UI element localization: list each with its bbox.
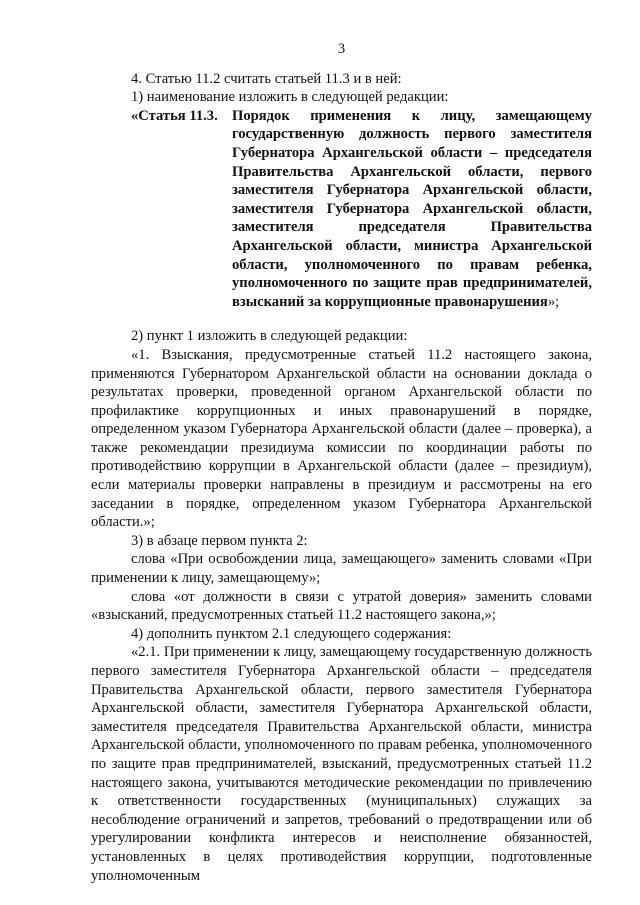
- words-replacement-2: слова «от должности в связи с утратой доверия» заменить словами «взысканий, предусмотренных статьей 11.2 настоящего закона,»;: [91, 588, 592, 624]
- article-label: «Статья 11.3.: [131, 107, 218, 124]
- page-number: 3: [337, 41, 346, 57]
- article-title-block: [232, 107, 592, 312]
- article-title-tail: »;: [547, 293, 560, 310]
- subitem-2-paragraph: 2) пункт 1 изложить в следующей редакции:: [131, 328, 408, 345]
- article-heading: [131, 107, 592, 312]
- spacer: [91, 311, 592, 327]
- point-2-1-text: «2.1. При применении к лицу, замещающему государственную должность первого заместителя Губернатора Архангельской области – председателя Правительства Архангельской области, первого заместителя Губернатора Архангельской области, заместителя Губернатора Архангельской области, заместителя председателя Правительства Архангельской области, министра Архангельской области, уполномоченного по правам ребенка, уполномоченного по защите прав предпринимателей, взысканий, предусмотренных статьей 11.2 настоящего закона, учитываются методические рекомендации по привлечению к ответственности государственных (муниципальных) служащих за несоблюдение ограничений и запретов, требований о предотвращении или об урегулировании конфликта интересов и неисполнение обязанностей, установленных в целях противодействия коррупции, подготовленные уполномоченным: [91, 644, 592, 884]
- subitem-1-paragraph: 1) наименование изложить в следующей редакции:: [131, 89, 449, 106]
- words-replacement-1: слова «При освобождении лица, замещающего» заменить словами «При применении к лицу, замещающему»;: [91, 551, 592, 587]
- subitem-4-paragraph: 4) дополнить пунктом 2.1 следующего содержания:: [131, 625, 452, 642]
- item-4-paragraph: 4. Статью 11.2 считать статьей 11.3 и в ней:: [131, 70, 402, 87]
- subitem-3-paragraph: 3) в абзаце первом пункта 2:: [131, 532, 308, 549]
- point-1-text: «1. Взыскания, предусмотренные статьей 11.2 настоящего закона, применяются Губернатором Архангельской области на основании доклада о результатах проверки, проведенной органом Архангельской области по профилактике коррупционных и иных правонарушений в порядке, определенном указом Губернатора Архангельской области (далее – проверка), а также рекомендации президиума комиссии по координации работы по противодействию коррупции в Архангельской области (далее – президиум), если материалы проверки направлены в президиум и рассмотрены на его заседании в порядке, определенном указом Губернатора Архангельской области.»;: [91, 346, 592, 531]
- article-title: Порядок применения к лицу, замещающему государственную должность первого заместителя Губернатора Архангельской области – председателя Правительства Архангельской области, первого заместителя Губернатора Архангельской области, заместителя Губернатора Архангельской области, заместителя председателя Правительства Архангельской области, министра Архангельской области, уполномоченного по правам ребенка, уполномоченного по защите прав предпринимателей, взысканий за коррупционные правонарушения: [232, 107, 592, 310]
